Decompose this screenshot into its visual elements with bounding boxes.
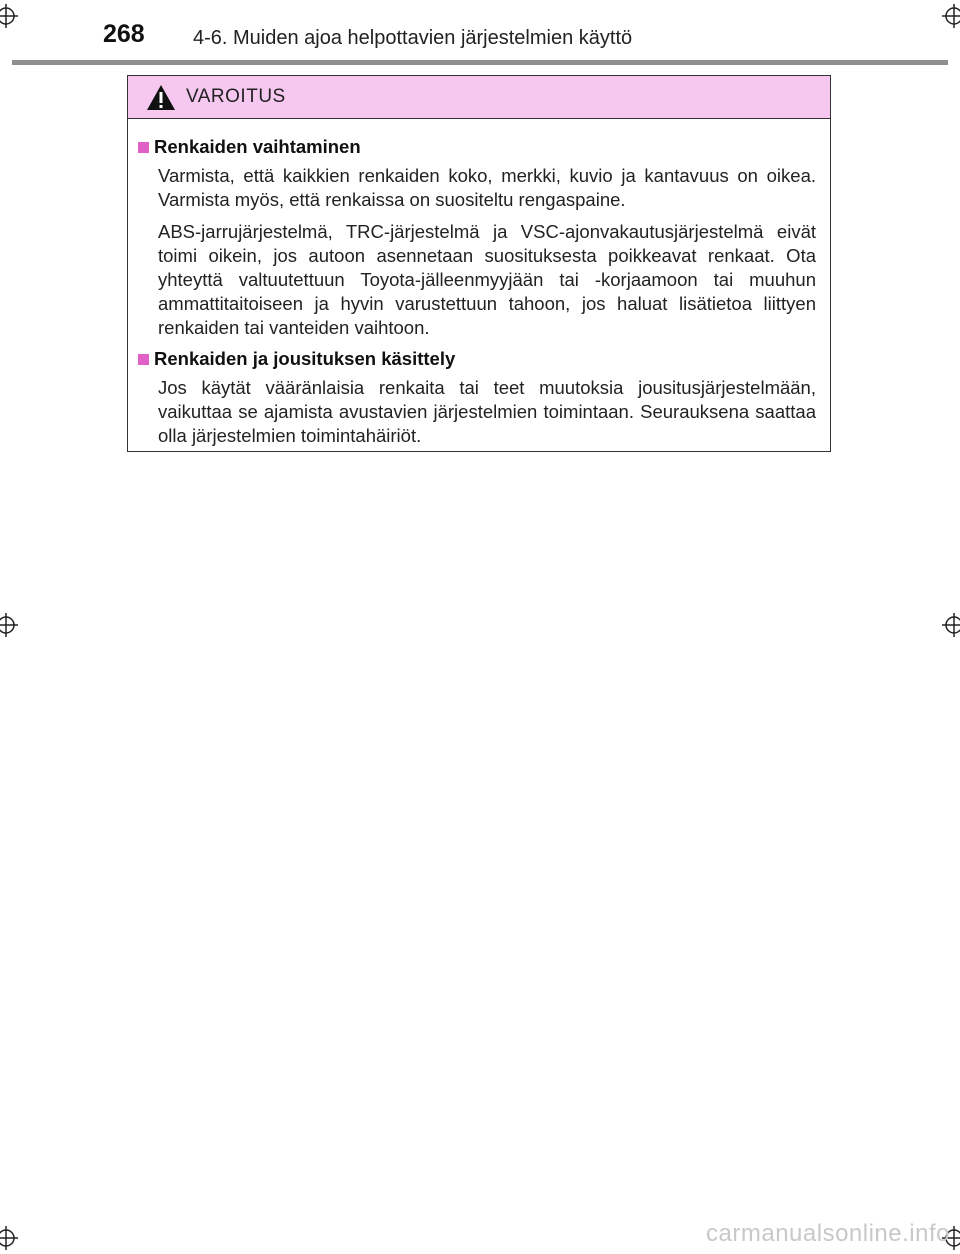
warning-box (127, 75, 831, 452)
registration-mark-icon (0, 4, 18, 28)
item-heading (138, 348, 816, 370)
paragraph: ABS-jarrujärjestelmä, TRC-järjestelmä ja VSC-ajonvakautusjärjestelmä eivät toimi oikein, jos autoon asennetaan suosituksesta poikkeavat renkaat. Ota yhteyttä valtuutettuun Toyota-jälleenmyyjään tai -korjaamoon tai muuhun ammattitaitoiseen ja hyvin varustettuun tahoon, jos haluat lisätietoa liittyen renkaiden tai vanteiden vaihtoon. (158, 221, 816, 338)
registration-mark-icon (942, 4, 960, 28)
header-divider (12, 60, 948, 65)
paragraph: Varmista, että kaikkien renkaiden koko, merkki, kuvio ja kantavuus on oikea. Varmista myös, että renkaissa on suositeltu rengaspaine. (158, 165, 816, 210)
section-title: 4-6. Muiden ajoa helpottavien järjestelmien käyttö (193, 27, 633, 49)
square-bullet-icon (138, 354, 149, 365)
warning-triangle-icon (146, 84, 176, 111)
warning-label: VAROITUS (186, 86, 286, 107)
registration-mark-icon (0, 613, 18, 637)
item-heading (138, 136, 816, 158)
warning-body (128, 119, 830, 448)
paragraph: Jos käytät vääränlaisia renkaita tai teet muutoksia jousitusjärjestelmään, vaikuttaa se ajamista avustavien järjestelmien toimintaan. Seurauksena saattaa olla järjestelmien toimintahäiriöt. (158, 377, 816, 446)
square-bullet-icon (138, 142, 149, 153)
item-heading-text: Renkaiden vaihtaminen (154, 136, 361, 157)
warning-item-suspension (138, 348, 816, 448)
item-heading-text: Renkaiden ja jousituksen käsittely (154, 348, 456, 369)
warning-item-tire-change (138, 136, 816, 340)
registration-mark-icon (942, 613, 960, 637)
warning-header (128, 76, 830, 119)
registration-mark-icon (0, 1226, 18, 1250)
watermark: carmanualsonline.info (706, 1220, 950, 1247)
page-number: 268 (103, 20, 145, 48)
